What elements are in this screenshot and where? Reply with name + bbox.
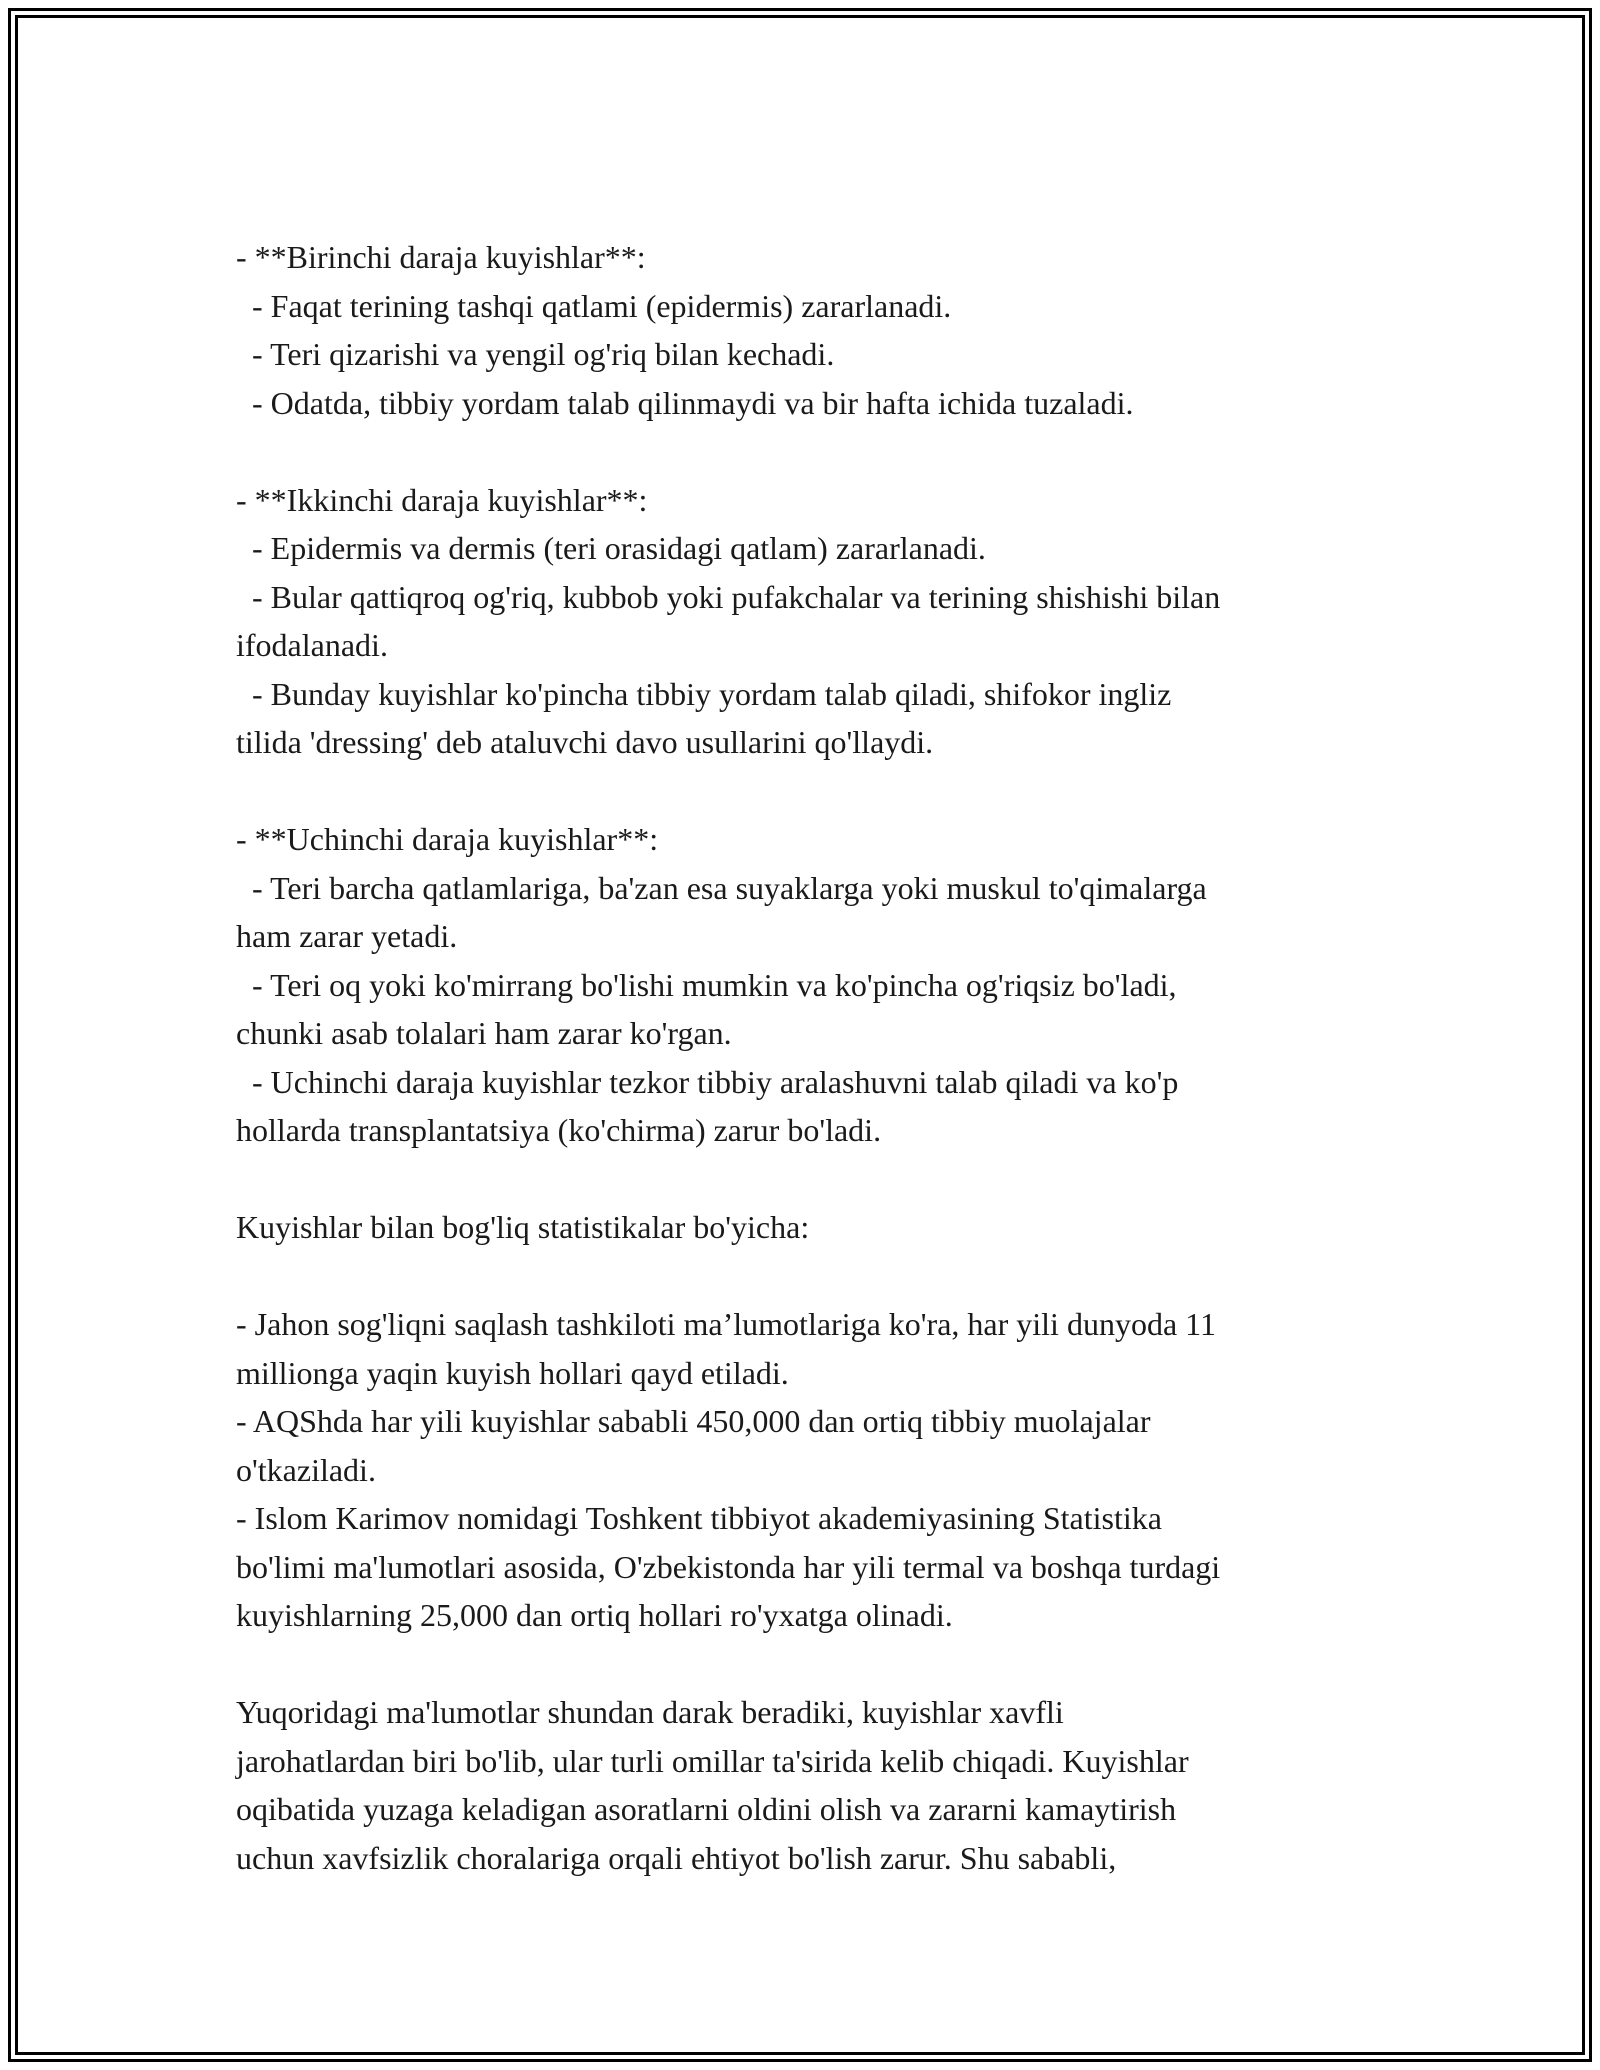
text-line: - **Birinchi daraja kuyishlar**:	[236, 239, 646, 275]
text-line: millionga yaqin kuyish hollari qayd etiladi.	[236, 1354, 789, 1391]
text-line: uchun xavfsizlik choralariga orqali ehtiyot bo'lish zarur. Shu sababli,	[236, 1839, 1117, 1876]
text-line: - Faqat terining tashqi qatlami (epidermis) zararlanadi.	[236, 287, 952, 324]
text-line: - Bunday kuyishlar ko'pincha tibbiy yordam talab qiladi, shifokor ingliz	[236, 675, 1172, 712]
text-line: ifodalanadi.	[236, 627, 388, 663]
text-line: jarohatlardan biri bo'lib, ular turli omillar ta'sirida kelib chiqadi. Kuyishlar	[236, 1742, 1189, 1779]
text-line: tilida 'dressing' deb ataluvchi davo usullarini qo'llaydi.	[236, 724, 934, 760]
document-body	[236, 233, 1376, 1882]
text-line: - Uchinchi daraja kuyishlar tezkor tibbiy aralashuvni talab qiladi va ko'p	[236, 1063, 1179, 1100]
text-line: - **Ikkinchi daraja kuyishlar**:	[236, 481, 648, 518]
text-line: ham zarar yetadi.	[236, 918, 458, 954]
blank-line	[236, 427, 1376, 476]
text-line: - Bular qattiqroq og'riq, kubbob yoki pufakchalar va terining shishishi bilan	[236, 578, 1221, 615]
text-line: - Teri oq yoki ko'mirrang bo'lishi mumkin va ko'pincha og'riqsiz bo'ladi,	[236, 966, 1177, 1003]
text-line: chunki asab tolalari ham zarar ko'rgan.	[236, 1015, 732, 1051]
text-line: kuyishlarning 25,000 dan ortiq hollari ro'yxatga olinadi.	[236, 1597, 953, 1633]
text-line: Yuqoridagi ma'lumotlar shundan darak beradiki, kuyishlar xavfli	[236, 1694, 1064, 1730]
text-line: - Epidermis va dermis (teri orasidagi qatlam) zararlanadi.	[236, 530, 986, 566]
text-line: - Islom Karimov nomidagi Toshkent tibbiyot akademiyasining Statistika	[236, 1500, 1162, 1536]
text-line: - Teri qizarishi va yengil og'riq bilan kechadi.	[236, 336, 835, 372]
blank-line	[236, 1640, 1376, 1689]
blank-line	[236, 1155, 1376, 1204]
text-line: - Jahon sog'liqni saqlash tashkiloti ma’lumotlariga ko'ra, har yili dunyoda 11	[236, 1306, 1216, 1342]
blank-line	[236, 767, 1376, 816]
text-line: bo'limi ma'lumotlari asosida, O'zbekistonda har yili termal va boshqa turdagi	[236, 1548, 1221, 1585]
text-line: o'tkaziladi.	[236, 1451, 376, 1488]
blank-line	[236, 1252, 1376, 1301]
text-line: - **Uchinchi daraja kuyishlar**:	[236, 821, 659, 857]
text-line: oqibatida yuzaga keladigan asoratlarni oldini olish va zararni kamaytirish	[236, 1791, 1177, 1827]
text-line: - Odatda, tibbiy yordam talab qilinmaydi va bir hafta ichida tuzaladi.	[236, 384, 1134, 421]
text-line: - AQShda har yili kuyishlar sababli 450,000 dan ortiq tibbiy muolajalar	[236, 1403, 1151, 1439]
text-line: hollarda transplantatsiya (ko'chirma) zarur bo'ladi.	[236, 1112, 882, 1148]
text-line: - Teri barcha qatlamlariga, ba'zan esa suyaklarga yoki muskul to'qimalarga	[236, 869, 1207, 906]
text-line: Kuyishlar bilan bog'liq statistikalar bo'yicha:	[236, 1209, 810, 1245]
